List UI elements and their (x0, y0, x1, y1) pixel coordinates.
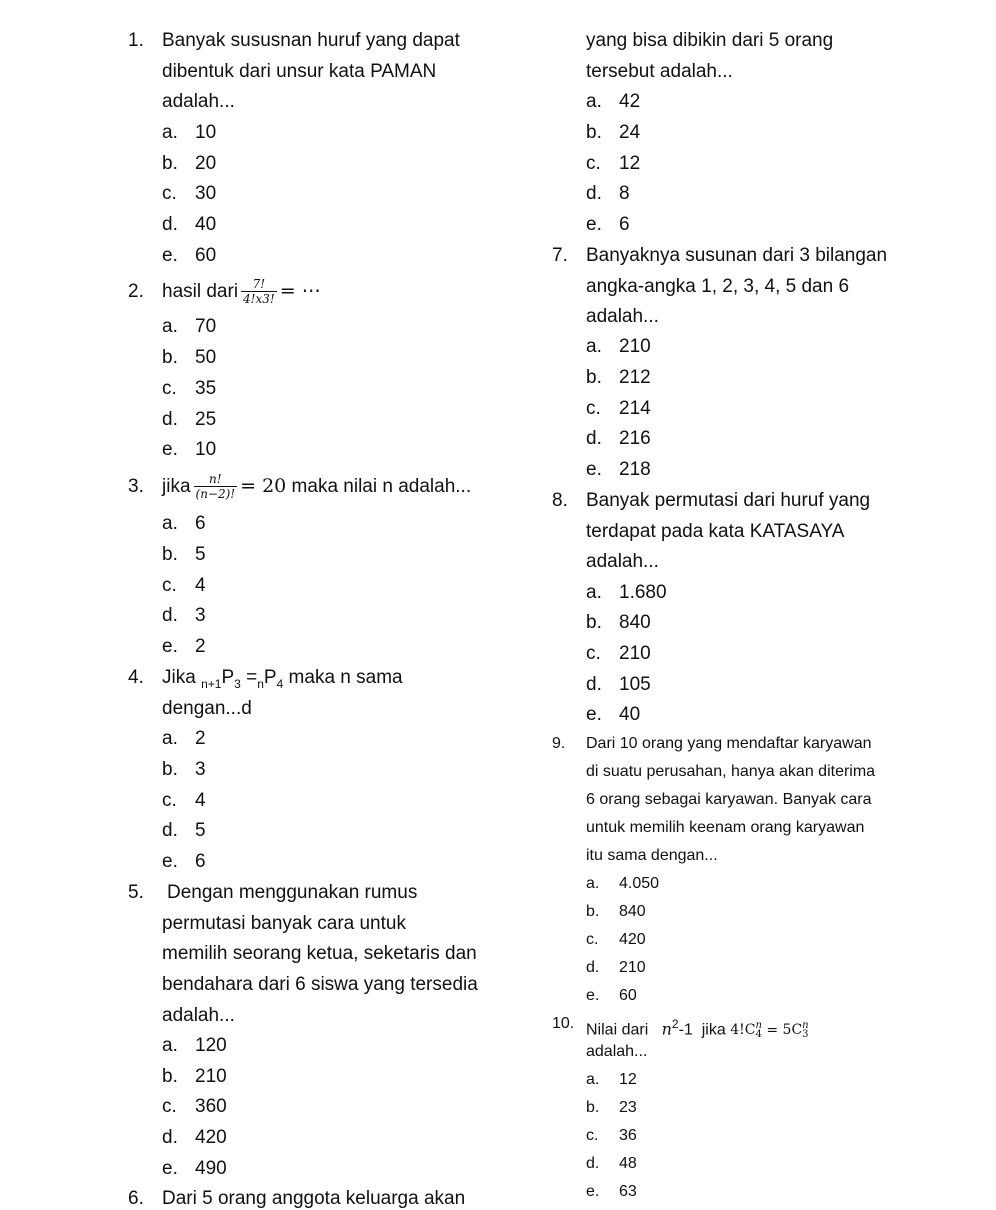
option-label: d. (162, 409, 178, 430)
option-value: 5 (195, 820, 206, 841)
option-label: a. (586, 91, 602, 112)
option-label: a. (162, 316, 178, 337)
option-label: b. (162, 759, 178, 780)
question-text: dibentuk dari unsur kata PAMAN (162, 61, 437, 82)
question-text: tersebut adalah... (586, 61, 733, 82)
option-value: 8 (619, 183, 630, 204)
question-text: di suatu perusahan, hanya akan diterima (586, 763, 876, 780)
question-text: 6 orang sebagai karyawan. Banyak cara (586, 791, 872, 808)
option-value: 210 (619, 336, 651, 357)
option-label: a. (586, 582, 602, 603)
combination-indices (802, 1021, 808, 1039)
option-label: c. (586, 931, 599, 948)
equals-sign: = (766, 1022, 779, 1039)
question-mid: jika (701, 1021, 726, 1039)
question-text: adalah... (586, 1043, 648, 1060)
option-label: c. (586, 153, 601, 174)
option-value: 210 (619, 959, 646, 976)
question-text: bendahara dari 6 siswa yang tersedia (162, 974, 478, 995)
option-label: c. (586, 1127, 599, 1144)
expr-base: n (661, 1019, 672, 1039)
option-value: 30 (195, 183, 217, 204)
option-value: 20 (195, 153, 217, 174)
question-number: 9. (552, 735, 566, 752)
option-value: 420 (619, 931, 646, 948)
option-value: 5 (195, 544, 206, 565)
option-value: 4.050 (619, 875, 660, 892)
question-text: adalah... (162, 91, 235, 112)
option-value: 40 (195, 214, 217, 235)
combination-sup: n (802, 1020, 809, 1032)
fraction (194, 472, 238, 501)
option-value: 70 (195, 316, 217, 337)
combination-sub: 4 (755, 1029, 762, 1041)
question-prefix: Nilai dari (586, 1021, 649, 1039)
question-text (162, 271, 321, 312)
option-label: c. (586, 643, 601, 664)
option-label: b. (162, 347, 178, 368)
option-label: b. (162, 1066, 178, 1087)
option-value: 6 (195, 851, 206, 872)
option-label: d. (586, 183, 602, 204)
question-text: dengan...d (162, 698, 252, 719)
option-value: 24 (619, 122, 641, 143)
option-label: e. (586, 459, 602, 480)
option-label: b. (586, 122, 602, 143)
option-value: 48 (619, 1155, 637, 1172)
option-value: 6 (619, 214, 630, 235)
option-label: d. (162, 605, 178, 626)
option-label: a. (586, 875, 600, 892)
option-value: 60 (195, 245, 217, 266)
question-text: Dari 5 orang anggota keluarga akan (162, 1188, 466, 1209)
question-text: itu sama dengan... (586, 847, 718, 864)
expr-tail: -1 (678, 1021, 693, 1039)
perm-subscript: n+1 (201, 676, 222, 691)
question-number: 6. (128, 1188, 144, 1209)
perm-symbol: P (221, 667, 235, 688)
option-value: 12 (619, 1071, 637, 1088)
option-value: 23 (619, 1099, 637, 1116)
question-number: 1. (128, 30, 144, 51)
question-number: 8. (552, 490, 568, 511)
option-value: 40 (619, 704, 641, 725)
option-label: c. (162, 1096, 177, 1117)
option-label: b. (162, 544, 178, 565)
question-text: adalah... (586, 551, 659, 572)
question-text (586, 1014, 809, 1040)
fraction-denominator: 4!x3! (243, 292, 275, 307)
combination-indices (755, 1021, 761, 1039)
option-value: 6 (195, 513, 206, 534)
question-text: Dengan menggunakan rumus (167, 882, 418, 903)
fraction-denominator: (n−2)! (195, 487, 236, 502)
fraction-numerator: 7! (241, 277, 277, 292)
option-label: a. (162, 1035, 178, 1056)
question-text: adalah... (162, 1005, 235, 1026)
option-label: b. (586, 1099, 600, 1116)
option-value: 10 (195, 439, 217, 460)
option-value: 212 (619, 367, 651, 388)
question-text: terdapat pada kata KATASAYA (586, 521, 845, 542)
option-label: b. (586, 903, 600, 920)
perm-subscript: 3 (234, 676, 241, 691)
option-label: b. (162, 153, 178, 174)
option-value: 3 (195, 759, 206, 780)
question-number: 2. (128, 281, 144, 302)
option-label: c. (162, 378, 177, 399)
option-value: 840 (619, 903, 646, 920)
equation-suffix: = ⋯ (279, 280, 321, 302)
question-prefix: Jika (162, 667, 196, 688)
option-value: 105 (619, 674, 651, 695)
option-label: d. (586, 1155, 600, 1172)
question-text: Banyak permutasi dari huruf yang (586, 490, 871, 511)
option-value: 120 (195, 1035, 227, 1056)
combination-lhs (730, 1020, 762, 1041)
question-number: 7. (552, 245, 568, 266)
option-value: 840 (619, 612, 651, 633)
question-text: memilih seorang ketua, seketaris dan (162, 943, 477, 964)
fraction-numerator: n! (194, 472, 238, 487)
option-label: e. (162, 851, 178, 872)
combination-coef: 5C (782, 1022, 803, 1039)
option-value: 35 (195, 378, 217, 399)
option-value: 25 (195, 409, 217, 430)
option-value: 63 (619, 1183, 637, 1200)
option-value: 12 (619, 153, 641, 174)
question-text: Banyak sususnan huruf yang dapat (162, 30, 460, 51)
option-label: a. (586, 336, 602, 357)
perm-symbol: P (263, 667, 277, 688)
question-prefix: hasil dari (162, 281, 239, 302)
question-text (162, 466, 471, 507)
option-label: c. (586, 398, 601, 419)
option-label: d. (162, 214, 178, 235)
option-label: d. (162, 1127, 178, 1148)
question-number: 3. (128, 476, 144, 497)
expr-exponent: 2 (671, 1017, 679, 1031)
combination-rhs (782, 1020, 809, 1041)
option-value: 490 (195, 1158, 227, 1179)
option-value: 210 (619, 643, 651, 664)
option-value: 2 (195, 728, 206, 749)
question-prefix: jika (162, 476, 191, 497)
combination-sub: 3 (802, 1029, 809, 1041)
option-value: 10 (195, 122, 217, 143)
option-value: 60 (619, 987, 637, 1004)
option-value: 4 (195, 575, 206, 596)
option-label: d. (586, 428, 602, 449)
option-value: 2 (195, 636, 206, 657)
question-text (162, 667, 403, 695)
option-value: 218 (619, 459, 651, 480)
equals-sign: = (246, 667, 258, 688)
equation-rhs: = 20 (240, 475, 287, 497)
option-label: e. (586, 704, 602, 725)
combination-sup: n (755, 1020, 762, 1032)
option-label: e. (586, 1183, 600, 1200)
option-label: e. (586, 214, 602, 235)
option-label: c. (162, 790, 177, 811)
option-value: 420 (195, 1127, 227, 1148)
option-label: e. (162, 439, 178, 460)
question-text: Banyaknya susunan dari 3 bilangan (586, 245, 888, 266)
option-label: e. (586, 987, 600, 1004)
option-value: 36 (619, 1127, 637, 1144)
option-value: 1.680 (619, 582, 667, 603)
option-value: 210 (195, 1066, 227, 1087)
option-label: c. (162, 183, 177, 204)
option-label: a. (162, 728, 178, 749)
option-label: d. (586, 674, 602, 695)
option-label: e. (162, 1158, 178, 1179)
option-value: 214 (619, 398, 651, 419)
option-label: e. (162, 245, 178, 266)
perm-subscript: n (257, 676, 264, 691)
option-value: 3 (195, 605, 206, 626)
question-text: Dari 10 orang yang mendaftar karyawan (586, 735, 872, 752)
question-text: untuk memilih keenam orang karyawan (586, 819, 865, 836)
question-text: adalah... (586, 306, 659, 327)
fraction (241, 277, 277, 306)
perm-subscript: 4 (276, 676, 284, 691)
question-text: permutasi banyak cara untuk (162, 913, 406, 934)
option-label: a. (162, 513, 178, 534)
option-label: a. (586, 1071, 600, 1088)
option-value: 360 (195, 1096, 227, 1117)
question-suffix: maka nilai n adalah... (291, 476, 472, 497)
question-number: 4. (128, 667, 144, 688)
option-value: 4 (195, 790, 206, 811)
option-value: 42 (619, 91, 641, 112)
option-label: b. (586, 367, 602, 388)
question-text: angka-angka 1, 2, 3, 4, 5 dan 6 (586, 276, 850, 297)
option-label: b. (586, 612, 602, 633)
question-suffix: maka n sama (288, 667, 403, 688)
question-text: yang bisa dibikin dari 5 orang (586, 30, 834, 51)
question-number: 5. (128, 882, 144, 903)
option-label: a. (162, 122, 178, 143)
option-value: 216 (619, 428, 651, 449)
combination-coef: 4!C (730, 1022, 756, 1039)
option-label: c. (162, 575, 177, 596)
option-label: e. (162, 636, 178, 657)
option-value: 50 (195, 347, 217, 368)
option-label: d. (586, 959, 600, 976)
option-label: d. (162, 820, 178, 841)
question-number: 10. (552, 1015, 575, 1032)
